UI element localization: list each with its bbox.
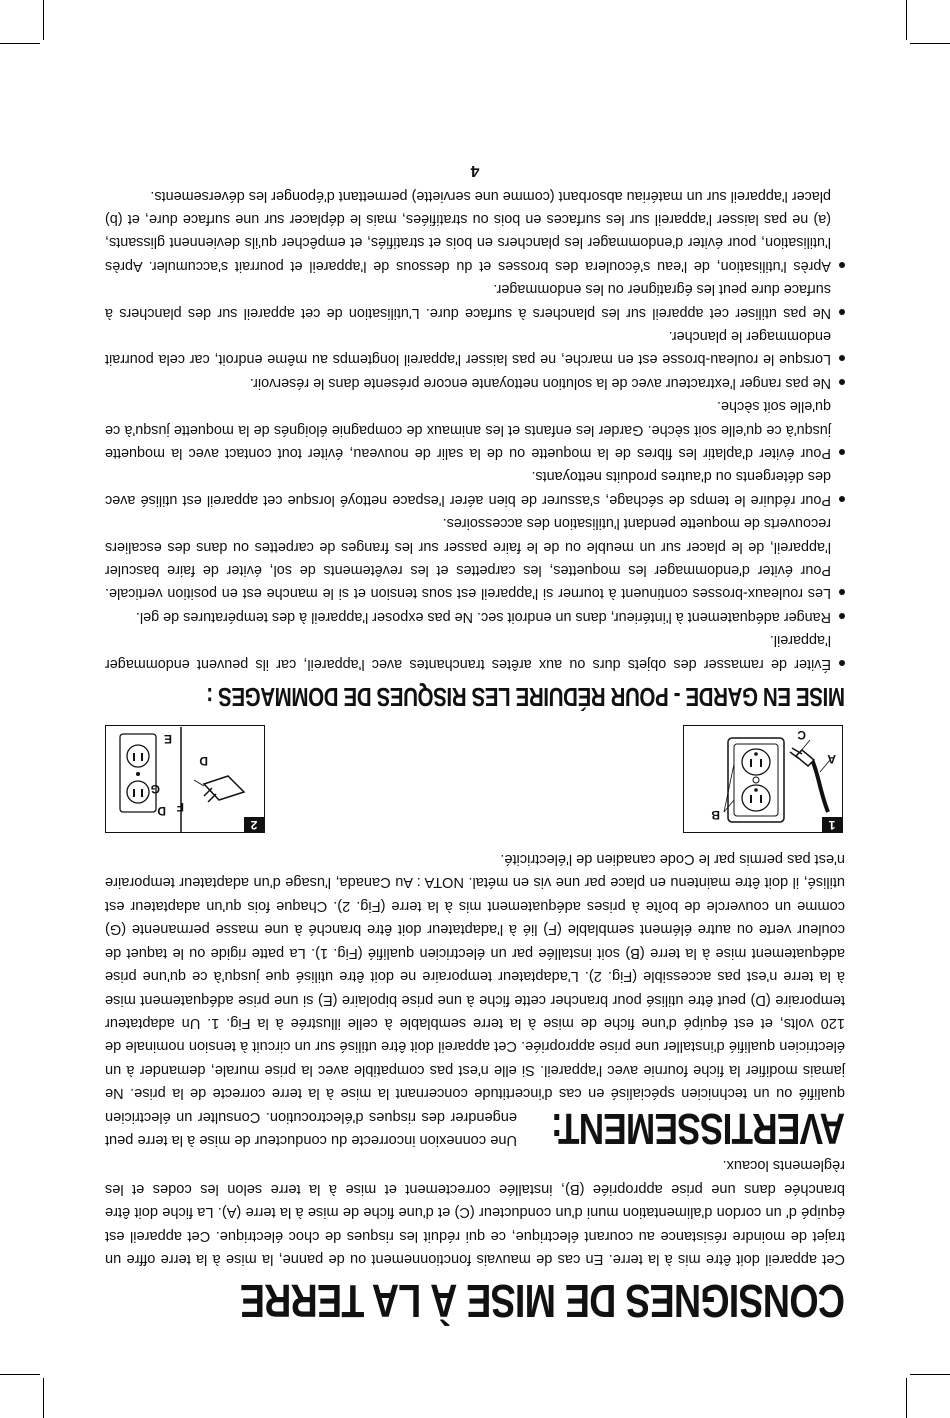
list-item: Ranger adéquatement à l'intérieur, dans un endroit sec. Ne pas exposer l'appareil à des températures de gel. bbox=[105, 604, 845, 627]
caution-list bbox=[105, 183, 845, 675]
manual-text-block bbox=[105, 161, 845, 1326]
label-g: G bbox=[150, 781, 160, 796]
grounding-paragraph: Cet appareil doit être mis à la terre. En cas de mauvais fonctionnement ou de panne, la mise à la terre offre un trajet de moindre résistance au courant électrique, ce qui réduit les risques de choc électrique. Cet appareil est équipé d' un cordon d'alimentation muni d'un conducteur (C) et d'une fiche de mise à la terre (A). La fiche doit être branchée dans une prise appropriée (B), installée correctement et mise à la terre selon les codes et les règlements locaux. bbox=[105, 1157, 845, 1267]
label-b: B bbox=[711, 807, 720, 822]
figure-2 bbox=[105, 725, 265, 833]
figure-1 bbox=[683, 725, 843, 833]
list-item: Éviter de ramasser des objets durs ou aux arêtes tranchantes avec l'appareil, car ils peuvent endommager l'appareil. bbox=[105, 628, 845, 675]
label-a: A bbox=[827, 751, 836, 766]
page-title: CONSIGNES DE MISE À LA TERRE bbox=[240, 1275, 845, 1327]
label-c: C bbox=[797, 727, 806, 742]
label-d: D bbox=[157, 803, 166, 818]
warning-section bbox=[105, 847, 845, 1151]
adapter-illustration bbox=[107, 727, 264, 832]
label-e: E bbox=[163, 731, 172, 746]
list-item: Les rouleaux-brosses continuent à tourner si l'appareil est sous tension et si le manche est en position verticale. Pour éviter d'endommager les moquettes, les carpettes et les revêtements de sol, éviter de faire basculer l'appareil, de le placer sur un meuble ou de le faire passer sur les franges de carpettes ou dans des escaliers recouverts de moquette pendant l'utilisation des accessoires. bbox=[105, 511, 845, 605]
caution-heading: MISE EN GARDE - POUR RÉDUIRE LES RISQUES DE DOMMAGES : bbox=[206, 681, 845, 712]
figures-row bbox=[105, 723, 845, 833]
figure-number: 2 bbox=[244, 817, 264, 832]
list-item: Pour éviter d'aplatir les fibres de la moquette ou de la salir de nouveau, éviter tout contact avec la moquette jusqu'à ce qu'elle soit sèche. Garder les enfants et les animaux de compagnie éloignés de la moquette jusqu'à ce qu'elle soit sèche. bbox=[105, 394, 845, 464]
warning-title: AVERTISSEMENT: bbox=[551, 1103, 845, 1153]
list-item: Lorsque le rouleau-brosse est en marche, ne pas laisser l'appareil longtemps au même endroit, car cela pourrait endommager le plancher. bbox=[105, 324, 845, 371]
list-item: Ne pas ranger l'extracteur avec de la solution nettoyante encore présente dans le réservoir. bbox=[105, 370, 845, 393]
list-item: Pour réduire le temps de séchage, s'assurer de bien aérer l'espace nettoyé lorsque cet appareil est utilisé avec des détergents ou d'autres produits nettoyants. bbox=[105, 464, 845, 511]
label-d: D bbox=[199, 753, 208, 768]
list-item: Ne pas utiliser cet appareil sur les planchers à surface dure. L'utilisation de cet appareil sur des planchers à surface dure peut les égratigner ou les endommager. bbox=[105, 277, 845, 324]
label-f: F bbox=[176, 799, 184, 814]
warning-paragraph: Une connexion incorrecte du conducteur de mise à la terre peut engendrer des risques d'électrocution. Consulter un électricien qualifié ou un technicien spécialisé en cas d'incertitude concernant la mise à la terre correcte de la prise. Ne jamais modifier la fiche fournie avec l'appareil. Si elle n'est pas compatible avec la prise murale, demander à un électricien qualifié d'installer une prise appropriée. Cet appareil doit être utilisé sur un circuit à tension nominale de 120 volts, et est équipé d'une fiche de mise à la terre semblable à celle illustrée à la Fig. 1. Un adaptateur temporaire (D) peut être utilisé pour brancher cette fiche à une prise bipolaire (E) si une prise adéquatement mise à la terre n'est pas accessible (Fig. 2). L'adaptateur temporaire ne doit être utilisé que jusqu'à ce qu'une prise adéquatement mise à la terre (B) soit installée par un électricien qualifié (Fig. 1). La patte rigide ou le taquet de couleur verte ou autre élément semblable (F) lié à l'adaptateur doit être branché à une masse permanente (G) comme un couvercle de boîte à prises adéquatement mis à la terre (Fig. 2). Chaque fois qu'un adaptateur est utilisé, il doit être maintenu en place par une vis en métal. NOTA : Au Canada, l'usage d'un adaptateur temporaire n'est pas permis par le Code canadien de l'électricité. bbox=[105, 851, 845, 1148]
figure-number: 1 bbox=[822, 817, 842, 832]
page-number: 4 bbox=[470, 162, 480, 180]
list-item: Après l'utilisation, de l'eau s'écoulera des brosses et du dessous de l'appareil et pourrait s'accumuler. Après l'utilisation, pour éviter d'endommager les planchers en bois et stratifiés, et empêcher qu'ils deviennent glissants, (a) ne pas laisser l'appareil sur les surfaces en bois ou stratifiées, mais le déplacer sur une surface dure, et (b) placer l'appareil sur un matériau absorbant (comme une serviette) permettant d'éponger les déversements. bbox=[105, 183, 845, 277]
outlet-plug-illustration bbox=[685, 727, 842, 832]
